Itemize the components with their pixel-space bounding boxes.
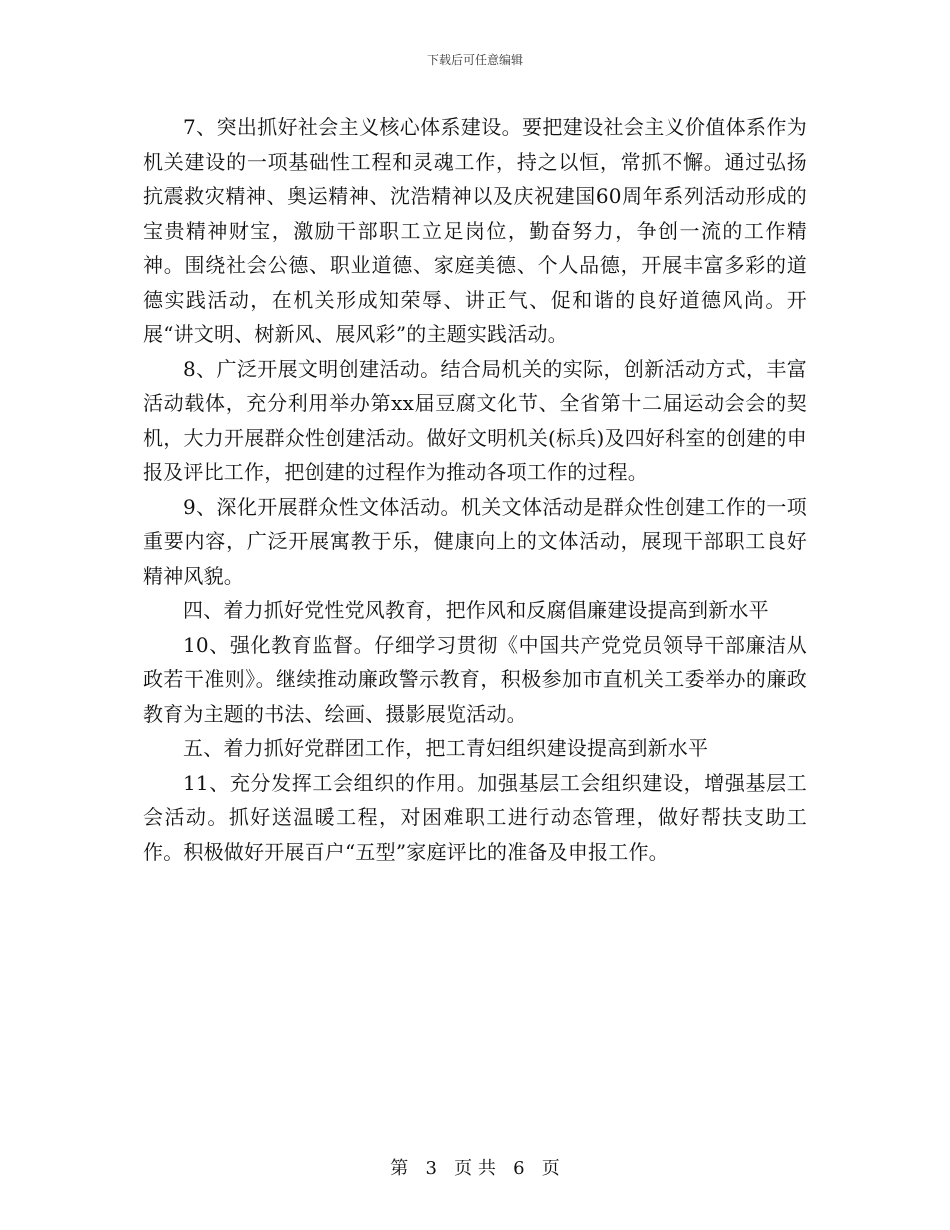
page-header-note: 下载后可任意编辑	[426, 53, 523, 67]
page-footer	[0, 1158, 950, 1180]
footer-label-of: 页 共	[454, 1158, 496, 1179]
paragraph-10: 10、强化教育监督。仔细学习贯彻《中国共产党党员领导干部廉洁从政若干准则》。继续推动廉政警示教育，积极参加市直机关工委举办的廉政教育为主题的书法、绘画、摄影展览活动。	[143, 632, 807, 726]
footer-label-unit: 页	[541, 1158, 560, 1179]
paragraph-7: 7、突出抓好社会主义核心体系建设。要把建设社会主义价值体系作为机关建设的一项基础性工程和灵魂工作，持之以恒，常抓不懈。通过弘扬抗震救灾精神、奥运精神、沈浩精神以及庆祝建国60周年系列活动形成的宝贵精神财宝，激励干部职工立足岗位，勤奋努力，争创一流的工作精神。围绕社会公德、职业道德、家庭美德、个人品德，开展丰富多彩的道德实践活动，在机关形成知荣辱、讲正气、促和谐的良好道德风尚。开展“讲文明、树新风、展风彩”的主题实践活动。	[143, 115, 807, 346]
footer-total-pages: 6	[513, 1158, 525, 1179]
footer-current-page: 3	[425, 1158, 437, 1179]
paragraph-9: 9、深化开展群众性文体活动。机关文体活动是群众性创建工作的一项重要内容，广泛开展寓教于乐，健康向上的文体活动，展现干部职工良好精神风貌。	[143, 494, 807, 588]
section-heading-5: 五、着力抓好党群团工作，把工青妇组织建设提高到新水平	[183, 736, 709, 760]
paragraph-8: 8、广泛开展文明创建活动。结合局机关的实际，创新活动方式，丰富活动载体，充分利用举办第xx届豆腐文化节、全省第十二届运动会会的契机，大力开展群众性创建活动。做好文明机关(标兵)及四好科室的创建的申报及评比工作，把创建的过程作为推动各项工作的过程。	[143, 356, 807, 484]
footer-label-page: 第	[390, 1158, 409, 1179]
section-heading-4: 四、着力抓好党性党风教育，把作风和反腐倡廉建设提高到新水平	[183, 598, 769, 622]
document-body	[143, 110, 807, 869]
paragraph-11: 11、充分发挥工会组织的作用。加强基层工会组织建设，增强基层工会活动。抓好送温暖工程，对困难职工进行动态管理，做好帮扶支助工作。积极做好开展百户“五型”家庭评比的准备及申报工作。	[143, 770, 807, 864]
